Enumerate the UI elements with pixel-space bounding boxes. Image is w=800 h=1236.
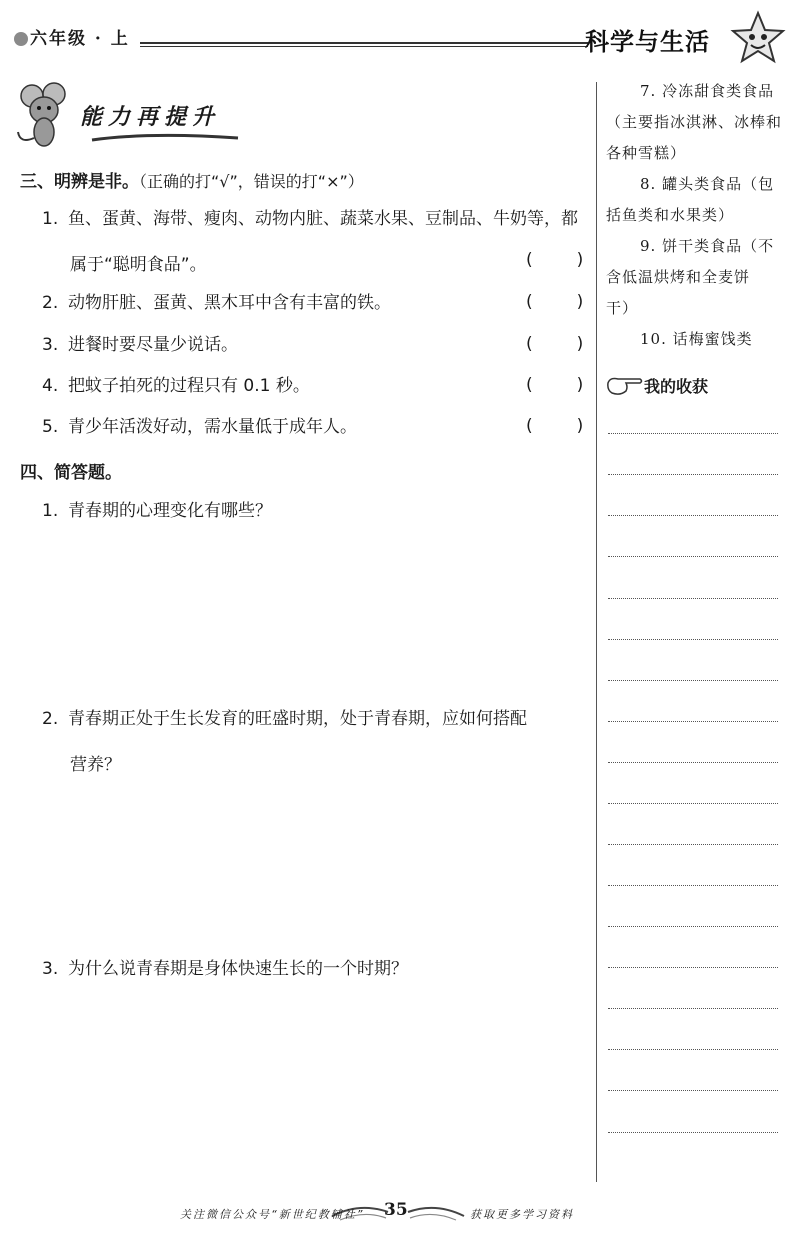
sidebar-list: [606, 76, 786, 355]
sidebar-line: 7. 冷冻甜食类食品: [640, 82, 775, 100]
answer-paren-2[interactable]: ( ): [526, 292, 584, 312]
judge-item-1: [42, 208, 592, 230]
short-answer-1: [42, 500, 592, 522]
notes-line[interactable]: [608, 844, 778, 845]
notes-line[interactable]: [608, 680, 778, 681]
item-text: 青少年活泼好动，需水量低于成年人。: [68, 417, 357, 437]
grade-text: 六年级 · 上: [30, 29, 130, 49]
sidebar-line: 干）: [606, 299, 639, 317]
notes-line[interactable]: [608, 598, 778, 599]
header-rule: [140, 42, 588, 44]
pointing-hand-icon: [606, 375, 644, 397]
item-text: 青春期正处于生长发育的旺盛时期，处于青春期，应如何搭配: [68, 709, 527, 729]
answer-paren-4[interactable]: ( ): [526, 375, 584, 395]
answer-area-1[interactable]: [42, 530, 582, 690]
subject-title: 科学与生活: [585, 28, 710, 56]
item-number: 2.: [42, 293, 59, 313]
notes-line[interactable]: [608, 515, 778, 516]
item-text: 进餐时要尽量少说话。: [68, 335, 238, 355]
answer-area-2[interactable]: [42, 780, 582, 940]
short-answer-2: [42, 708, 592, 730]
mascot-dot-icon: [14, 32, 28, 46]
sidebar-line: 8. 罐头类食品（包: [640, 175, 775, 193]
judge-item-2: [42, 292, 592, 314]
sidebar-line: 10. 话梅蜜饯类: [640, 330, 753, 348]
notes-line[interactable]: [608, 1008, 778, 1009]
answer-area-3[interactable]: [42, 990, 582, 1170]
notes-line[interactable]: [608, 433, 778, 434]
answer-paren-1[interactable]: ( ): [526, 250, 584, 270]
answer-paren-5[interactable]: ( ): [526, 416, 584, 436]
answer-paren-3[interactable]: ( ): [526, 334, 584, 354]
notes-line[interactable]: [608, 1090, 778, 1091]
section3-heading: [20, 167, 364, 192]
notes-line[interactable]: [608, 926, 778, 927]
item-text: 为什么说青春期是身体快速生长的一个时期？: [68, 959, 408, 979]
sidebar-line: 括鱼类和水果类）: [606, 206, 735, 224]
header-rule-thin: [140, 46, 588, 47]
item-number: 3.: [42, 335, 59, 355]
item-number: 5.: [42, 417, 59, 437]
banner-brush-underline: [90, 132, 240, 144]
section4-heading: 四、简答题。: [20, 463, 122, 483]
harvest-heading: [606, 374, 708, 397]
notes-line[interactable]: [608, 762, 778, 763]
sidebar-line: 各种雪糕）: [606, 144, 687, 162]
notes-line[interactable]: [608, 1049, 778, 1050]
notes-line[interactable]: [608, 885, 778, 886]
item-number: 2.: [42, 709, 59, 729]
notes-line[interactable]: [608, 967, 778, 968]
notes-line[interactable]: [608, 474, 778, 475]
harvest-title: 我的收获: [644, 377, 709, 396]
sidebar-line: 9. 饼干类食品（不: [640, 237, 775, 255]
item-text: 把蚊子拍死的过程只有 0.1 秒。: [68, 376, 310, 396]
judge-item-4: [42, 375, 592, 397]
section-banner-title: 能力再提升: [80, 104, 221, 130]
item-number: 1.: [42, 501, 59, 521]
judge-item-1-cont: 属于“聪明食品”。: [70, 255, 207, 275]
footer-right-text: 获取更多学习资料: [470, 1208, 574, 1221]
sidebar-line: 含低温烘烤和全麦饼: [606, 268, 751, 286]
column-divider: [596, 82, 597, 1182]
item-number: 1.: [42, 209, 59, 229]
item-text: 动物肝脏、蛋黄、黑木耳中含有丰富的铁。: [68, 293, 391, 313]
page-number: 35: [384, 1200, 408, 1220]
star-mascot-icon: [730, 10, 786, 66]
section3-note: （正确的打“√”，错误的打“×”）: [139, 172, 364, 191]
short-answer-3: [42, 958, 592, 980]
notes-line[interactable]: [608, 803, 778, 804]
footer-left-text: 关注微信公众号“新世纪教辅社”: [180, 1208, 365, 1221]
mouse-mascot-icon: [14, 80, 76, 150]
section3-title: 三、明辨是非。: [20, 172, 139, 192]
judge-item-5: [42, 416, 592, 438]
item-number: 4.: [42, 376, 59, 396]
item-text: 青春期的心理变化有哪些？: [68, 501, 272, 521]
item-text: 鱼、蛋黄、海带、瘦肉、动物内脏、蔬菜水果、豆制品、牛奶等，都: [68, 209, 578, 229]
judge-item-3: [42, 334, 592, 356]
grade-label: [14, 24, 130, 49]
notes-line[interactable]: [608, 556, 778, 557]
sidebar-line: （主要指冰淇淋、冰棒和: [606, 113, 783, 131]
notes-line[interactable]: [608, 721, 778, 722]
notes-line[interactable]: [608, 639, 778, 640]
notes-line[interactable]: [608, 1132, 778, 1133]
short-answer-2-cont: 营养？: [70, 755, 121, 775]
item-number: 3.: [42, 959, 59, 979]
